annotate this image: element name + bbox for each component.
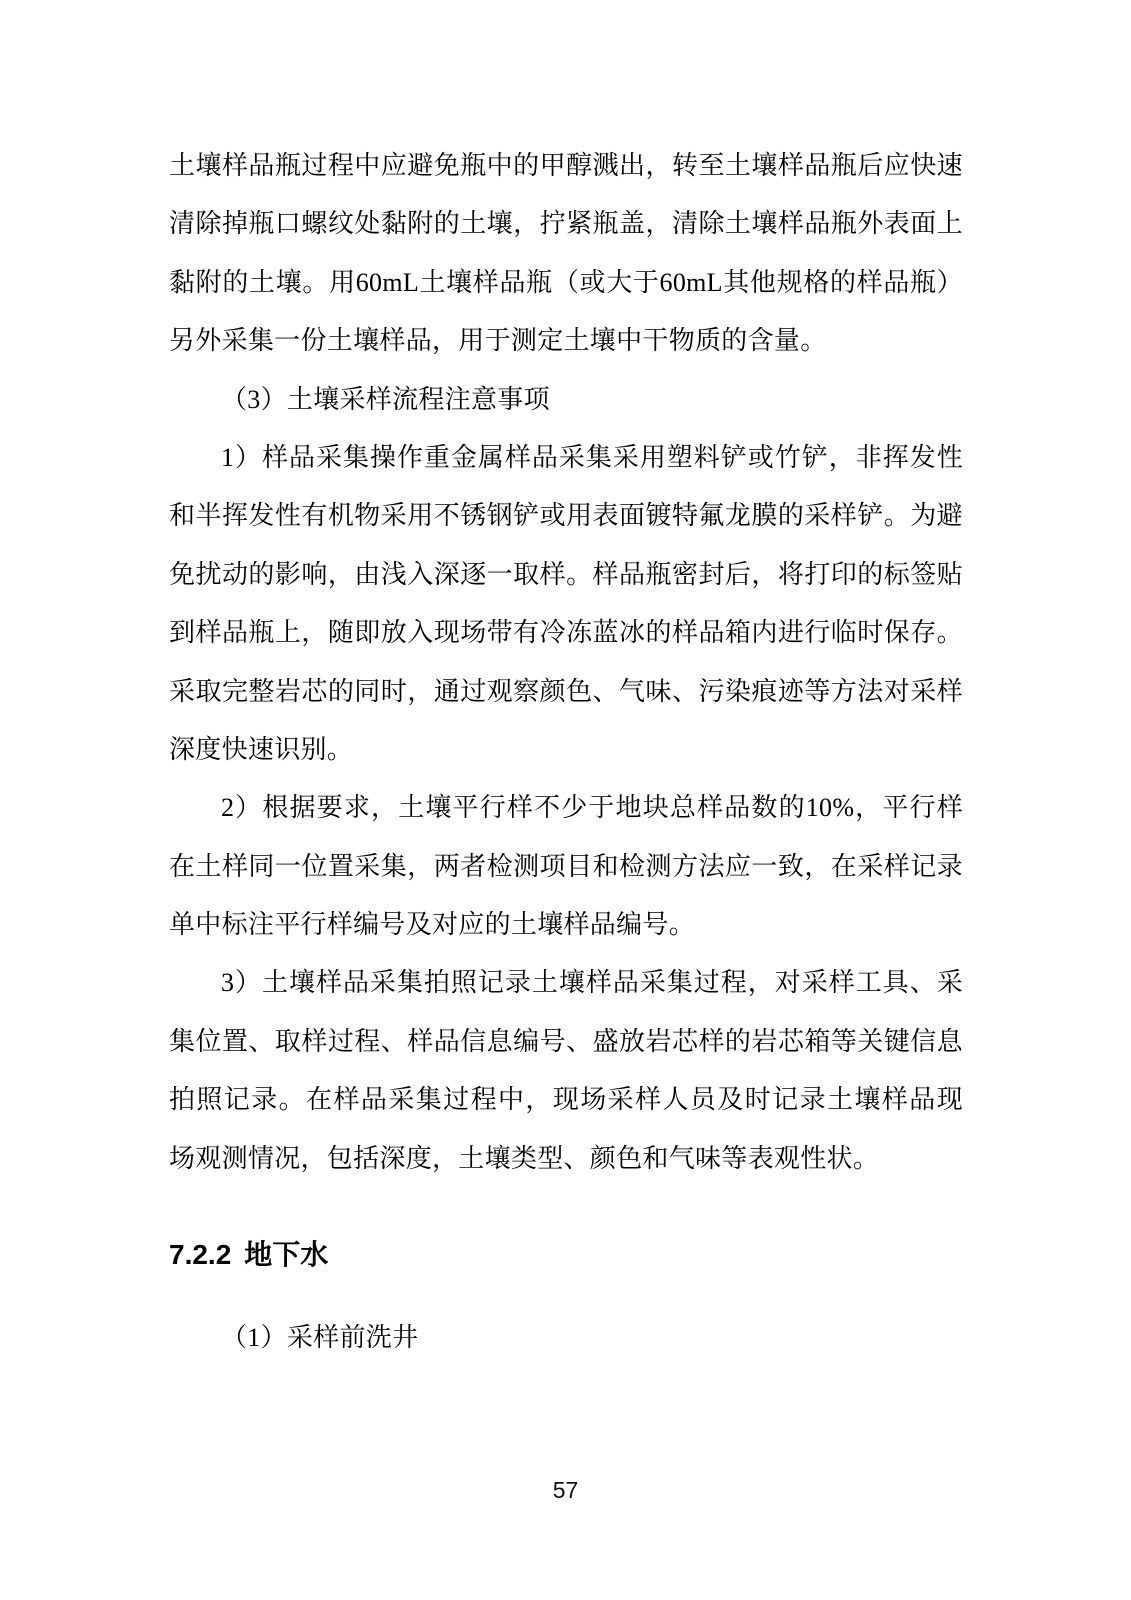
text-line: 清除掉瓶口螺纹处黏附的土壤，拧紧瓶盖，清除土壤样品瓶外表面上 (169, 209, 963, 239)
text-line: 采取完整岩芯的同时，通过观察颜色、气味、污染痕迹等方法对采样 (169, 676, 963, 706)
paragraph (169, 371, 963, 429)
section-heading (169, 1226, 963, 1284)
text-line: 1）样品采集操作重金属样品采集采用塑料铲或竹铲，非挥发性 (221, 442, 963, 472)
text-line: 拍照记录。在样品采集过程中，现场采样人员及时记录土壤样品现 (169, 1085, 963, 1115)
paragraph (169, 429, 963, 779)
text-line: （1）采样前洗井 (221, 1323, 419, 1353)
text-line: 单中标注平行样编号及对应的土壤样品编号。 (169, 910, 696, 940)
paragraph (169, 137, 963, 371)
paragraph (169, 1309, 963, 1367)
text-line: 在土样同一位置采集，两者检测项目和检测方法应一致，在采样记录 (169, 851, 963, 881)
section-heading-number: 7.2.2 (169, 1239, 232, 1271)
text-line: 和半挥发性有机物采用不锈钢铲或用表面镀特氟龙膜的采样铲。为避 (169, 501, 963, 531)
paragraph (169, 779, 963, 954)
text-line: 到样品瓶上，随即放入现场带有冷冻蓝冰的样品箱内进行临时保存。 (169, 618, 963, 648)
text-line: 土壤样品瓶过程中应避免瓶中的甲醇溅出，转至土壤样品瓶后应快速 (169, 151, 963, 180)
text-line: 2）根据要求，土壤平行样不少于地块总样品数的10%，平行样 (221, 793, 963, 823)
text-line: 场观测情况，包括深度，土壤类型、颜色和气味等表观性状。 (169, 1143, 880, 1173)
text-line: 黏附的土壤。用60mL土壤样品瓶（或大于60mL其他规格的样品瓶） (169, 267, 963, 297)
text-line: （3）土壤采样流程注意事项 (221, 384, 550, 414)
paragraph (169, 954, 963, 1188)
document-body (169, 137, 963, 1367)
page-number: 57 (552, 1477, 579, 1503)
text-line: 深度快速识别。 (169, 734, 354, 764)
text-line: 集位置、取样过程、样品信息编号、盛放岩芯样的岩芯箱等关键信息 (169, 1026, 963, 1056)
section-heading-title: 地下水 (244, 1240, 329, 1272)
text-line: 另外采集一份土壤样品，用于测定土壤中干物质的含量。 (169, 326, 827, 356)
text-line: 3）土壤样品采集拍照记录土壤样品采集过程，对采样工具、采 (221, 968, 963, 998)
text-line: 免扰动的影响，由浅入深逐一取样。样品瓶密封后，将打印的标签贴 (169, 559, 963, 589)
